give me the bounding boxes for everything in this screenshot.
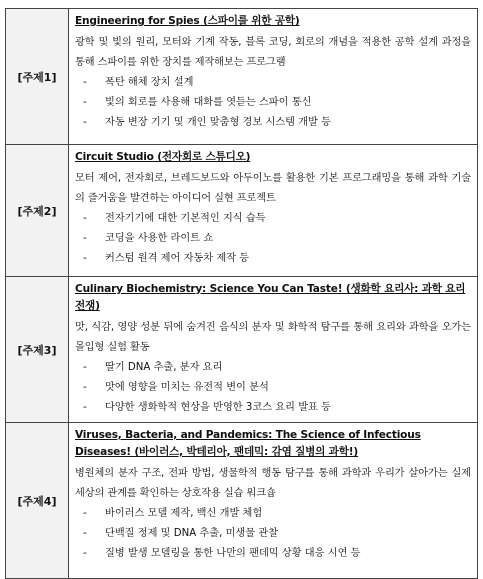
topic-row-4	[6, 423, 478, 579]
topic-row-1	[6, 9, 478, 145]
bullet-text: 커스텀 원격 제어 자동차 제작 등	[105, 253, 250, 264]
list-item: - 다양한 생화학적 현상을 반영한 3코스 요리 발표 등	[75, 398, 471, 418]
topic-content	[69, 277, 478, 423]
bullet-text: 전자기기에 대한 기본적인 지식 습득	[105, 213, 266, 224]
bullet-text: 코딩을 사용한 라이트 쇼	[105, 233, 214, 244]
list-item: - 코딩을 사용한 라이트 쇼	[75, 229, 471, 249]
bullet-text: 다양한 생화학적 현상을 반영한 3코스 요리 발표 등	[105, 402, 331, 413]
bullet-text: 단백질 정제 및 DNA 추출, 미생물 관찰	[105, 528, 279, 539]
list-item: - 바이러스 모델 제작, 백신 개발 체험	[75, 504, 471, 524]
topic-bullets	[75, 73, 471, 133]
bullet-text: 딸기 DNA 추출, 분자 요리	[105, 362, 223, 373]
topic-description: 맛, 식감, 영양 성분 뒤에 숨겨진 음식의 분자 및 화학적 탐구를 통해 요리와 과학을 오가는 몰입형 실험 활동	[75, 322, 471, 353]
topic-row-3	[6, 277, 478, 423]
topic-row-2	[6, 145, 478, 277]
bullet-text: 빛의 회로를 사용해 대화를 엿듣는 스파이 통신	[105, 97, 312, 108]
topic-bullets	[75, 358, 471, 418]
list-item: - 맛에 영향을 미치는 유전적 변이 분석	[75, 378, 471, 398]
topic-title: Viruses, Bacteria, and Pandemics: The Science of Infectious Diseases! (바이러스, 박테리아, 팬데믹: 감염 질병의 과학!)	[75, 429, 421, 458]
topic-content	[69, 423, 478, 579]
topic-title: Culinary Biochemistry: Science You Can Taste! (생화학 요리사: 과학 요리 전쟁)	[75, 283, 466, 312]
topic-bullets	[75, 209, 471, 269]
list-item: - 자동 변장 기기 및 개인 맞춤형 경보 시스템 개발 등	[75, 113, 471, 133]
list-item: - 전자기기에 대한 기본적인 지식 습득	[75, 209, 471, 229]
list-item: - 단백질 정제 및 DNA 추출, 미생물 관찰	[75, 524, 471, 544]
topic-content	[69, 9, 478, 145]
list-item: - 질병 발생 모델링을 통한 나만의 팬데믹 상황 대응 시연 등	[75, 544, 471, 564]
topic-bullets	[75, 504, 471, 564]
topic-content	[69, 145, 478, 277]
list-item: - 빛의 회로를 사용해 대화를 엿듣는 스파이 통신	[75, 93, 471, 113]
topic-description: 모터 제어, 전자회로, 브레드보드와 아두이노를 활용한 기본 프로그래밍을 통해 과학 기술의 즐거움을 발견하는 아이디어 실현 프로젝트	[75, 173, 471, 204]
topic-label: [주제1]	[6, 9, 69, 145]
topic-label: [주제4]	[6, 423, 69, 579]
topic-label: [주제3]	[6, 277, 69, 423]
bullet-text: 질병 발생 모델링을 통한 나만의 팬데믹 상황 대응 시연 등	[105, 548, 361, 559]
topic-description: 병원체의 분자 구조, 전파 방법, 생물학적 행동 탐구를 통해 과학과 우리가 살아가는 실제 세상의 관계를 확인하는 상호작용 실습 워크숍	[75, 468, 471, 499]
bullet-text: 폭탄 해체 장치 설계	[105, 77, 194, 88]
topic-title: Engineering for Spies (스파이를 위한 공학)	[75, 15, 300, 27]
bullet-text: 맛에 영향을 미치는 유전적 변이 분석	[105, 382, 269, 393]
topic-title: Circuit Studio (전자회로 스튜디오)	[75, 151, 251, 163]
topics-table	[5, 8, 478, 579]
topic-description: 광학 및 빛의 원리, 모터와 기계 작동, 블록 코딩, 회로의 개념을 적용한 공학 설계 과정을 통해 스파이를 위한 장치를 제작해보는 프로그램	[75, 37, 471, 68]
list-item: - 딸기 DNA 추출, 분자 요리	[75, 358, 471, 378]
bullet-text: 자동 변장 기기 및 개인 맞춤형 경보 시스템 개발 등	[105, 117, 331, 128]
list-item: - 커스텀 원격 제어 자동차 제작 등	[75, 249, 471, 269]
bullet-text: 바이러스 모델 제작, 백신 개발 체험	[105, 508, 263, 519]
topic-label: [주제2]	[6, 145, 69, 277]
list-item: - 폭탄 해체 장치 설계	[75, 73, 471, 93]
